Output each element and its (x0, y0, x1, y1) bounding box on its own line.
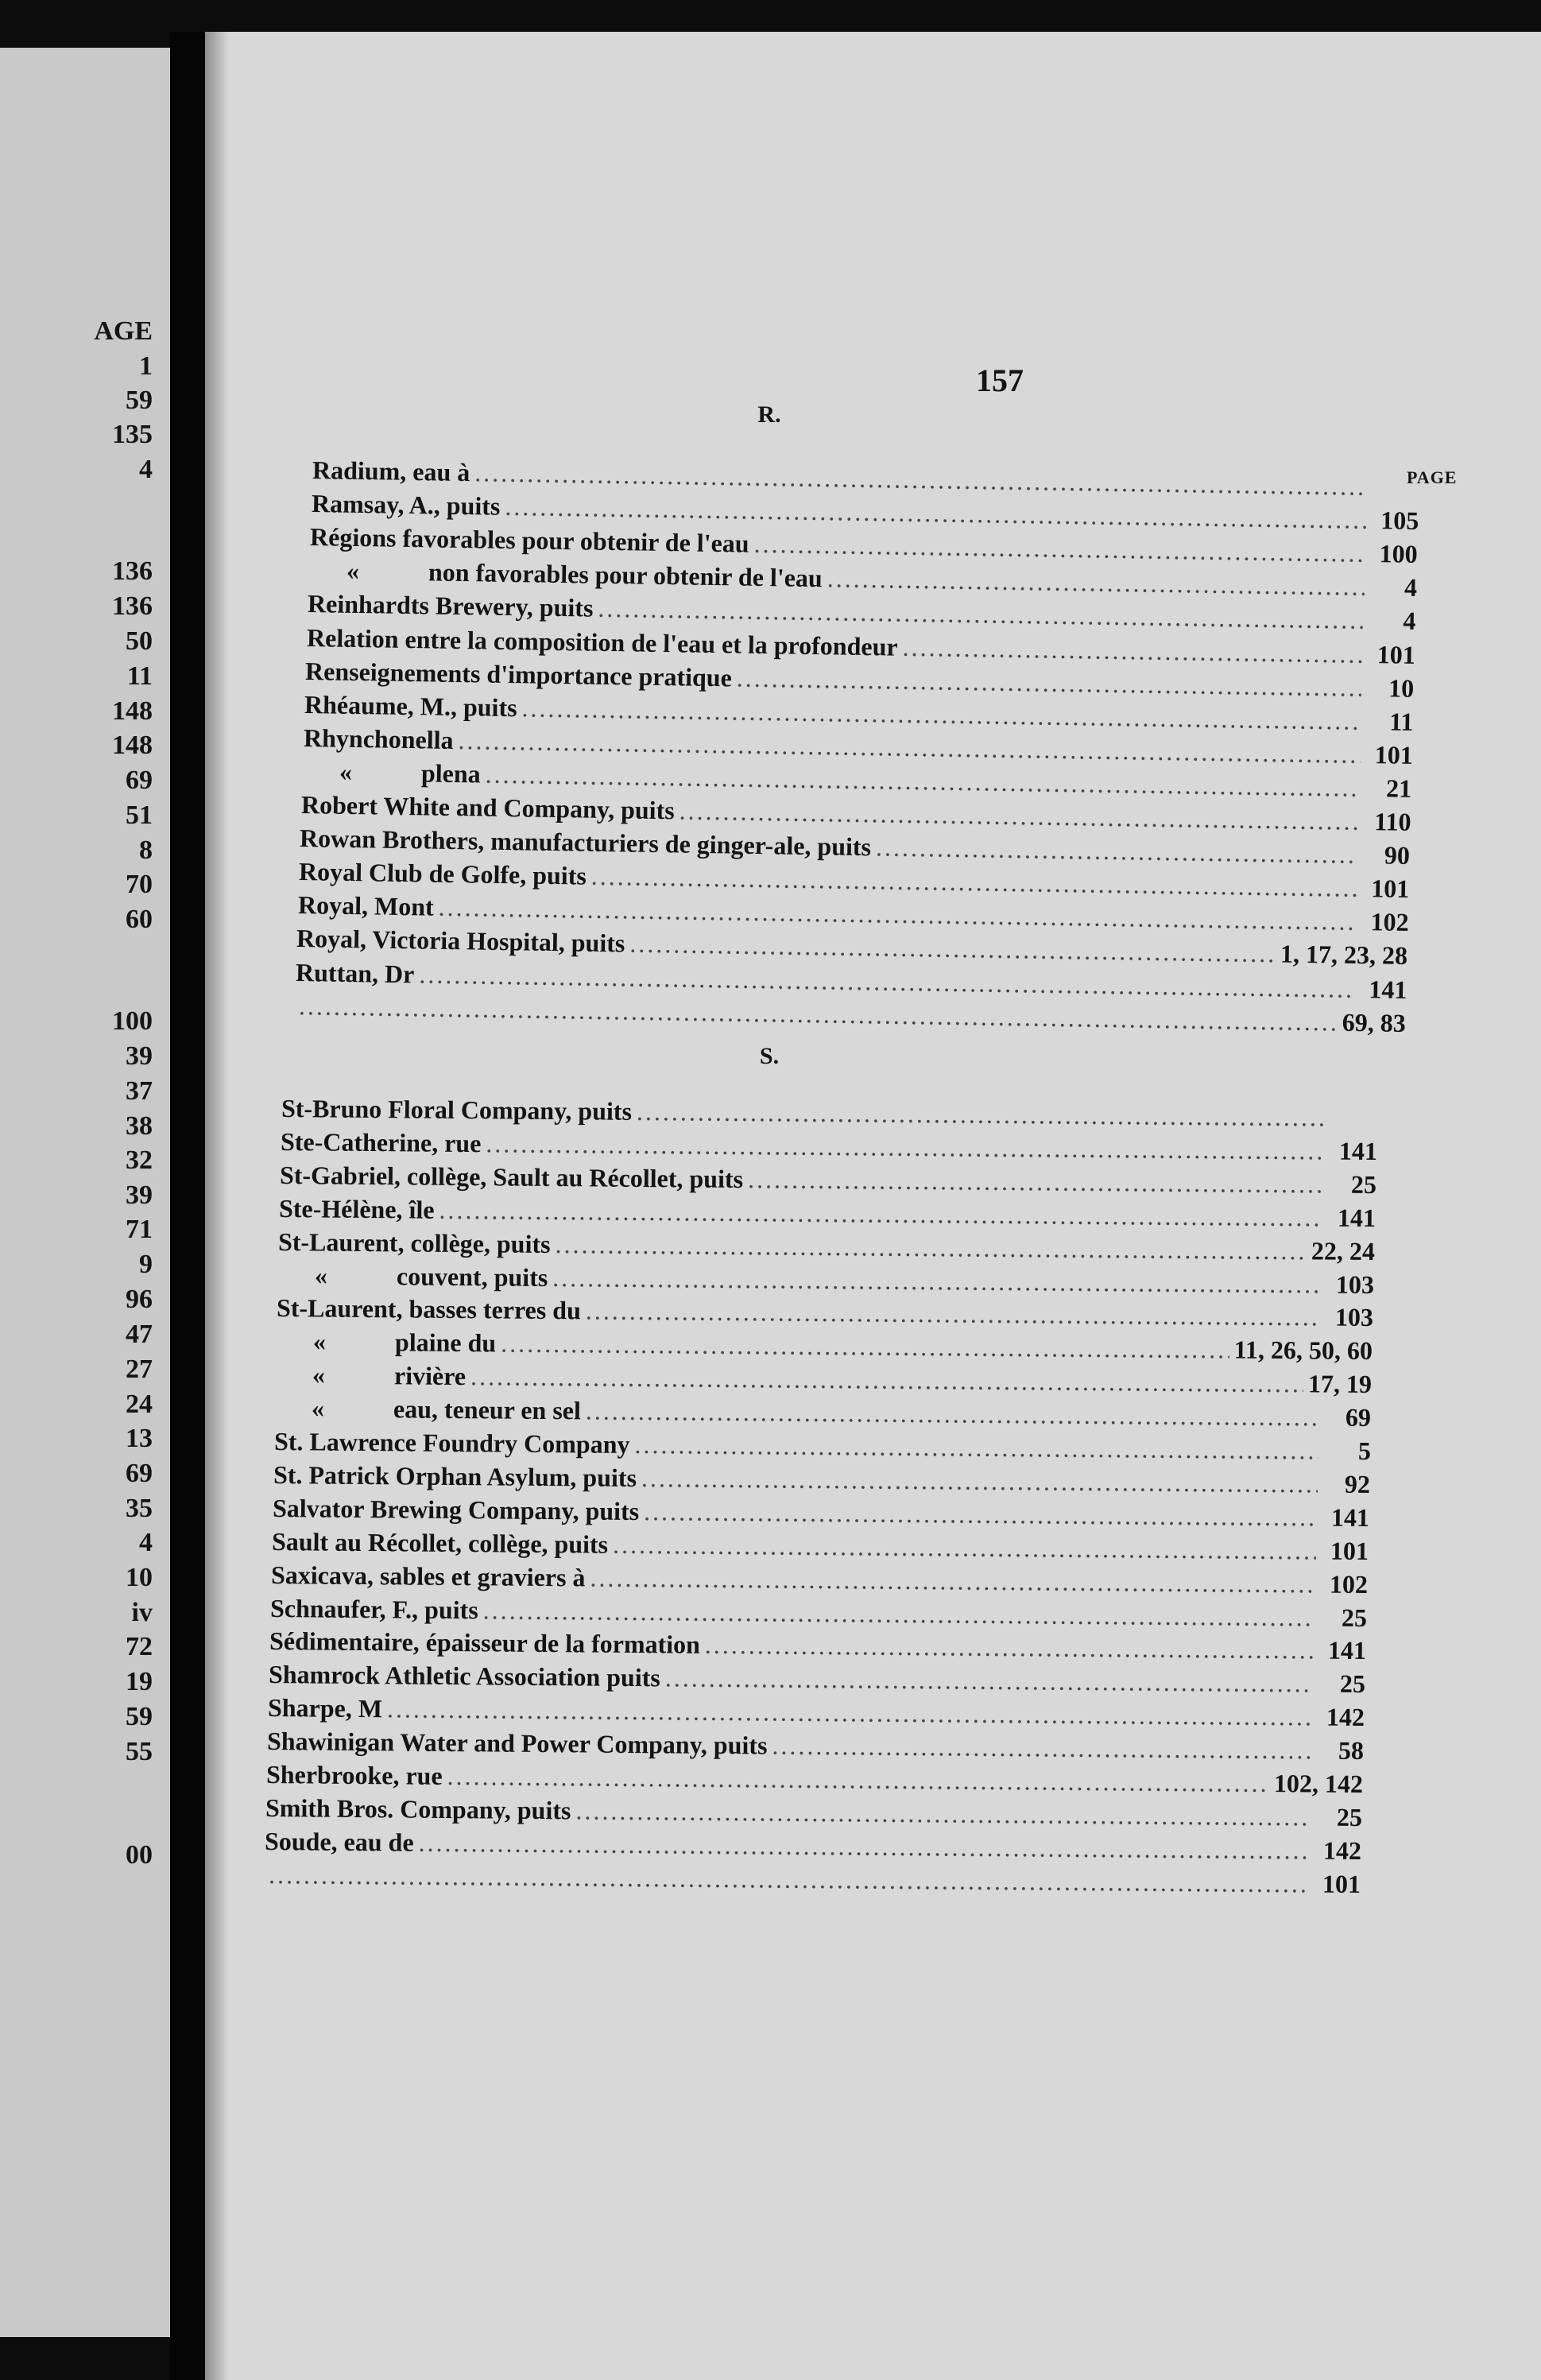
page-reference: 22, 24 (1311, 1235, 1376, 1266)
dot-leader (637, 1097, 1326, 1133)
index-term: Robert White and Company, puits (300, 790, 675, 825)
previous-page-number: 00 (126, 1840, 153, 1870)
index-term: Schnaufer, F., puits (269, 1593, 478, 1624)
previous-page-number: 148 (112, 696, 153, 726)
index-term: Ruttan, Dr (295, 957, 415, 988)
page-reference: 110 (1373, 807, 1411, 836)
page-reference: 69, 83 (1342, 1007, 1407, 1037)
ditto-mark: « (312, 1360, 326, 1390)
previous-page-number: 96 (126, 1285, 153, 1314)
previous-page-number: 70 (126, 870, 153, 899)
dot-leader (556, 1230, 1307, 1266)
page-reference: 141 (1368, 974, 1407, 1004)
page-reference: 102, 142 (1273, 1769, 1364, 1799)
index-term: Reinhardts Brewery, puits (308, 589, 594, 623)
previous-page-number: 35 (126, 1494, 153, 1523)
previous-page-number: 38 (126, 1111, 153, 1141)
previous-page-number: 1 (139, 351, 153, 381)
index-term: Salvator Brewing Company, puits (272, 1493, 639, 1525)
page-reference: 142 (1322, 1835, 1362, 1865)
previous-page-margin (0, 48, 170, 2337)
previous-page-number: 72 (126, 1632, 153, 1661)
ditto-mark: « (346, 556, 360, 586)
previous-page-number: 39 (126, 1180, 153, 1210)
page-reference: 102 (1329, 1569, 1368, 1599)
page-reference: 101 (1371, 874, 1410, 904)
index-term: Radium, eau à (312, 455, 470, 487)
index-term: couvent, puits (397, 1261, 548, 1292)
page-reference: 101 (1322, 1869, 1361, 1898)
previous-page-number: 50 (126, 626, 153, 656)
previous-page-number: 136 (112, 591, 153, 621)
previous-page-number: 136 (112, 556, 153, 586)
section-letter: R. (757, 401, 781, 428)
dot-leader (586, 1397, 1318, 1432)
previous-page-number: 27 (126, 1355, 153, 1384)
index-term: plena (420, 758, 482, 789)
index-term: Rhéaume, M., puits (304, 689, 517, 722)
page-reference: 1, 17, 23, 28 (1280, 939, 1408, 971)
index-term: Rowan Brothers, manufacturiers de ginger-ale, puits (300, 824, 872, 862)
previous-page-number: 60 (126, 905, 153, 934)
page-column-header: PAGE (1407, 467, 1458, 487)
ditto-mark: « (315, 1260, 328, 1290)
previous-page-number: 51 (126, 800, 153, 830)
index-page (205, 32, 1541, 2380)
page-reference: 105 (1380, 506, 1419, 535)
page-reference: 141 (1327, 1636, 1366, 1665)
page-number: 157 (976, 362, 1024, 398)
page-reference: 101 (1376, 639, 1415, 669)
page-reference: 101 (1330, 1536, 1369, 1565)
previous-page-number: iv (131, 1598, 153, 1627)
previous-page-number: 69 (126, 1459, 153, 1488)
index-term: Ste-Hélène, île (279, 1193, 435, 1224)
previous-page-number: 39 (126, 1041, 153, 1071)
page-reference: 4 (1404, 572, 1418, 603)
index-term: Renseignements d'importance pratique (305, 656, 733, 692)
page-reference: 58 (1338, 1735, 1365, 1766)
index-term: Smith Bros. Company, puits (265, 1793, 571, 1825)
page-reference: 4 (1403, 607, 1416, 636)
previous-page-number: 71 (126, 1215, 153, 1244)
previous-page-number: 37 (126, 1076, 153, 1106)
index-term: St. Lawrence Foundry Company (273, 1427, 630, 1459)
previous-page-number: 59 (126, 386, 153, 415)
dot-leader (613, 1529, 1316, 1565)
dot-leader (748, 1165, 1324, 1199)
previous-page-number: 8 (139, 835, 153, 865)
previous-page-number: 4 (139, 455, 153, 484)
page-reference: 92 (1344, 1469, 1370, 1498)
index-term: Royal, Victoria Hospital, puits (296, 924, 625, 958)
page-reference (1330, 1126, 1378, 1127)
index-term: plaine du (395, 1328, 497, 1358)
dot-leader (586, 1297, 1321, 1332)
dot-leader (641, 1463, 1317, 1498)
index-term: Shawinigan Water and Power Company, puits (266, 1727, 768, 1760)
previous-page-number: 10 (126, 1563, 153, 1592)
index-term: Saxicava, sables et graviers à (270, 1560, 586, 1592)
index-term: St-Laurent, collège, puits (278, 1227, 551, 1258)
index-term: St. Patrick Orphan Asylum, puits (273, 1459, 637, 1492)
dot-leader (705, 1630, 1314, 1665)
previous-page-number: 135 (112, 420, 153, 449)
page-reference: 90 (1384, 840, 1411, 870)
page-reference: 25 (1350, 1169, 1377, 1199)
index-term: Ste-Catherine, rue (280, 1126, 482, 1158)
ditto-mark: « (312, 1394, 325, 1423)
index-term: Régions favorables pour obtenir de l'eau (309, 522, 750, 558)
dot-leader (664, 1664, 1312, 1699)
page-reference: 101 (1374, 739, 1413, 769)
previous-page-number: 100 (112, 1006, 153, 1036)
previous-page-number: 4 (139, 1528, 153, 1557)
dot-leader (634, 1430, 1318, 1466)
index-term: Soude, eau de (264, 1826, 414, 1857)
index-term: Royal, Mont (297, 890, 434, 921)
previous-page-number: 148 (112, 731, 153, 760)
previous-page-number: 13 (126, 1424, 153, 1453)
page-reference: 25 (1339, 1669, 1365, 1699)
index-term: St-Laurent, basses terres du (277, 1293, 582, 1325)
previous-page-number: 11 (126, 661, 153, 691)
page-reference: 103 (1335, 1303, 1374, 1332)
dot-leader (590, 1563, 1315, 1599)
page-reference: 141 (1330, 1502, 1369, 1532)
index-term: Sharpe, M (267, 1693, 383, 1723)
index-term: Royal Club de Golfe, puits (298, 857, 587, 890)
page-shadow (205, 32, 229, 2380)
previous-page-number: 59 (126, 1702, 153, 1731)
index-term: Shamrock Athletic Association puits (268, 1660, 660, 1692)
previous-page-number: 9 (139, 1250, 153, 1279)
previous-page-number: 69 (126, 766, 153, 795)
page-reference: 5 (1357, 1436, 1371, 1466)
section-letter: S. (759, 1043, 780, 1069)
dot-leader (501, 1329, 1229, 1365)
ditto-mark: « (339, 757, 353, 786)
previous-page-number: 24 (126, 1390, 153, 1419)
page-reference: 102 (1369, 907, 1409, 937)
previous-page-number: AGE (94, 316, 153, 346)
page-reference: 142 (1326, 1702, 1365, 1732)
previous-page-number: 19 (126, 1667, 153, 1696)
dot-leader (772, 1731, 1311, 1766)
page-reference: 141 (1337, 1203, 1376, 1232)
page-reference: 103 (1336, 1269, 1375, 1299)
page-reference: 17, 19 (1308, 1369, 1373, 1399)
page-reference: 10 (1388, 673, 1415, 703)
index-term: Sherbrooke, rue (265, 1760, 443, 1790)
dot-leader (470, 1362, 1303, 1398)
page-reference: 11 (1389, 707, 1414, 736)
page-reference (1372, 495, 1419, 496)
page-reference: 100 (1379, 539, 1419, 569)
index-term: St-Gabriel, collège, Sault au Récollet, puits (279, 1160, 744, 1193)
index-term: non favorables pour obtenir de l'eau (428, 557, 823, 593)
index-term: Ramsay, A., puits (311, 489, 501, 521)
index-term: Relation entre la composition de l'eau et la profondeur (306, 622, 898, 661)
previous-page-number: 32 (126, 1145, 153, 1175)
dot-leader (644, 1497, 1317, 1532)
dot-leader (552, 1263, 1322, 1299)
previous-page-number: 55 (126, 1737, 153, 1766)
dot-leader (575, 1796, 1310, 1832)
index-term: rivière (394, 1361, 467, 1391)
book-gutter (170, 32, 205, 2380)
page-reference: 69 (1345, 1402, 1372, 1432)
page-reference: 11, 26, 50, 60 (1233, 1335, 1373, 1366)
index-term: Sault au Récollet, collège, puits (271, 1526, 608, 1559)
page-reference: 141 (1338, 1136, 1378, 1165)
page-reference: 25 (1341, 1603, 1367, 1632)
index-term: eau, teneur en sel (393, 1394, 582, 1425)
index-term: St-Bruno Floral Company, puits (281, 1094, 633, 1126)
index-term: Rhynchonella (303, 723, 454, 754)
page-reference: 25 (1336, 1802, 1363, 1832)
ditto-mark: « (313, 1327, 327, 1356)
previous-page-number: 47 (126, 1320, 153, 1349)
dot-leader (447, 1762, 1269, 1798)
page-reference: 21 (1386, 773, 1412, 803)
index-term: Sédimentaire, épaisseur de la formation (269, 1626, 700, 1660)
